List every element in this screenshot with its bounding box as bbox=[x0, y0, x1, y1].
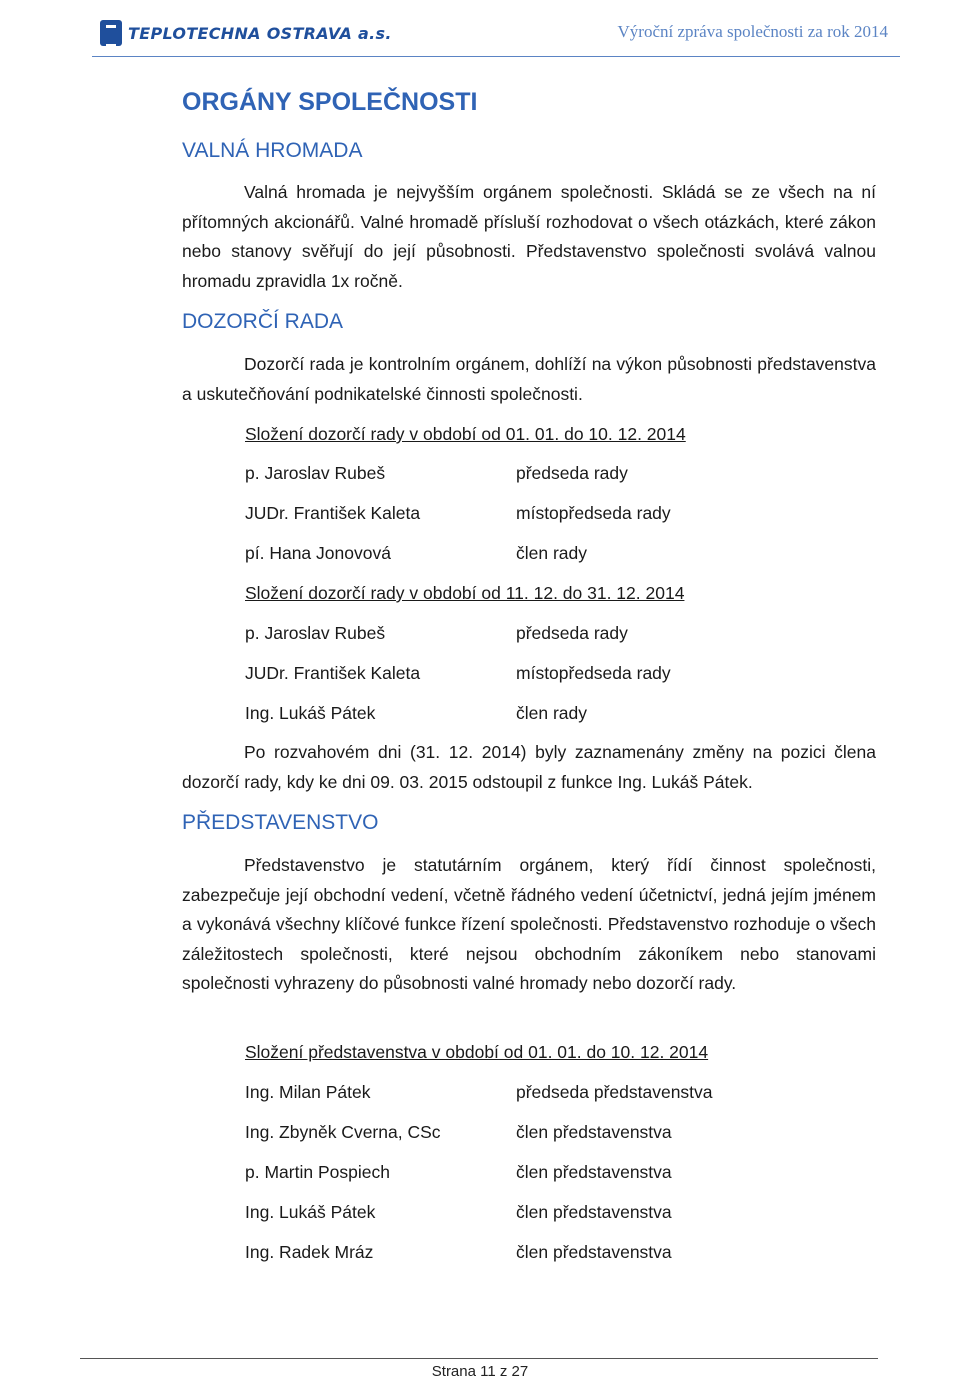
predstavenstvo-period1-label: Složení představenstva v období od 01. 01. do 10. 12. 2014 bbox=[245, 1042, 709, 1062]
heading-predstavenstvo: PŘEDSTAVENSTVO bbox=[182, 811, 379, 834]
section-title: ORGÁNY SPOLEČNOSTI bbox=[182, 88, 478, 116]
paragraph-dozorci-rada-note: Po rozvahovém dni (31. 12. 2014) byly zaznamenány změny na pozici člena dozorčí rady, kdy ke dni 09. 03. 2015 odstoupil z funkce Ing. Lukáš Pátek. bbox=[182, 742, 876, 792]
paragraph-dozorci-rada: Dozorčí rada je kontrolním orgánem, dohlíží na výkon působnosti představenstva a uskutečňování podnikatelské činnosti společnosti. bbox=[182, 354, 876, 404]
company-logo bbox=[100, 20, 392, 46]
page-number: Strana 11 z 27 bbox=[431, 1363, 529, 1380]
heading-dozorci-rada: DOZORČÍ RADA bbox=[182, 310, 344, 333]
paragraph-predstavenstvo: Představenstvo je statutárním orgánem, který řídí činnost společnosti, zabezpečuje její obchodní vedení, včetně řádného vedení účetnictví, jedná jejím jménem a vykonává všechny klíčové funkce řízení společnosti. Představenstvo rozhoduje o všech záležitostech společnosti, které nejsou obchodním zákoníkem nebo stanovami společnosti vyhrazeny do působnosti valné hromady nebo dozorčí rady. bbox=[182, 855, 876, 993]
dozorci-rada-period1-label: Složení dozorčí rady v období od 01. 01. do 10. 12. 2014 bbox=[245, 424, 686, 444]
page-header bbox=[0, 0, 960, 60]
paragraph-valna-hromada: Valná hromada je nejvyšším orgánem společnosti. Skládá se ze všech na ní přítomných akcionářů. Valné hromadě přísluší rozhodovat o všech otázkách, které zákon nebo stanovy svěřují do její působnosti. Představenstvo společnosti svolává valnou hromadu zpravidla 1x ročně. bbox=[182, 182, 876, 291]
heading-valna-hromada: VALNÁ HROMADA bbox=[182, 139, 363, 162]
company-name: TEPLOTECHNA OSTRAVA a.s. bbox=[128, 23, 392, 43]
footer-divider bbox=[80, 1358, 878, 1359]
report-title: Výroční zpráva společnosti za rok 2014 bbox=[617, 22, 888, 41]
logo-icon bbox=[100, 20, 122, 46]
header-divider bbox=[92, 56, 900, 57]
dozorci-rada-period2-label: Složení dozorčí rady v období od 11. 12. do 31. 12. 2014 bbox=[245, 583, 685, 603]
